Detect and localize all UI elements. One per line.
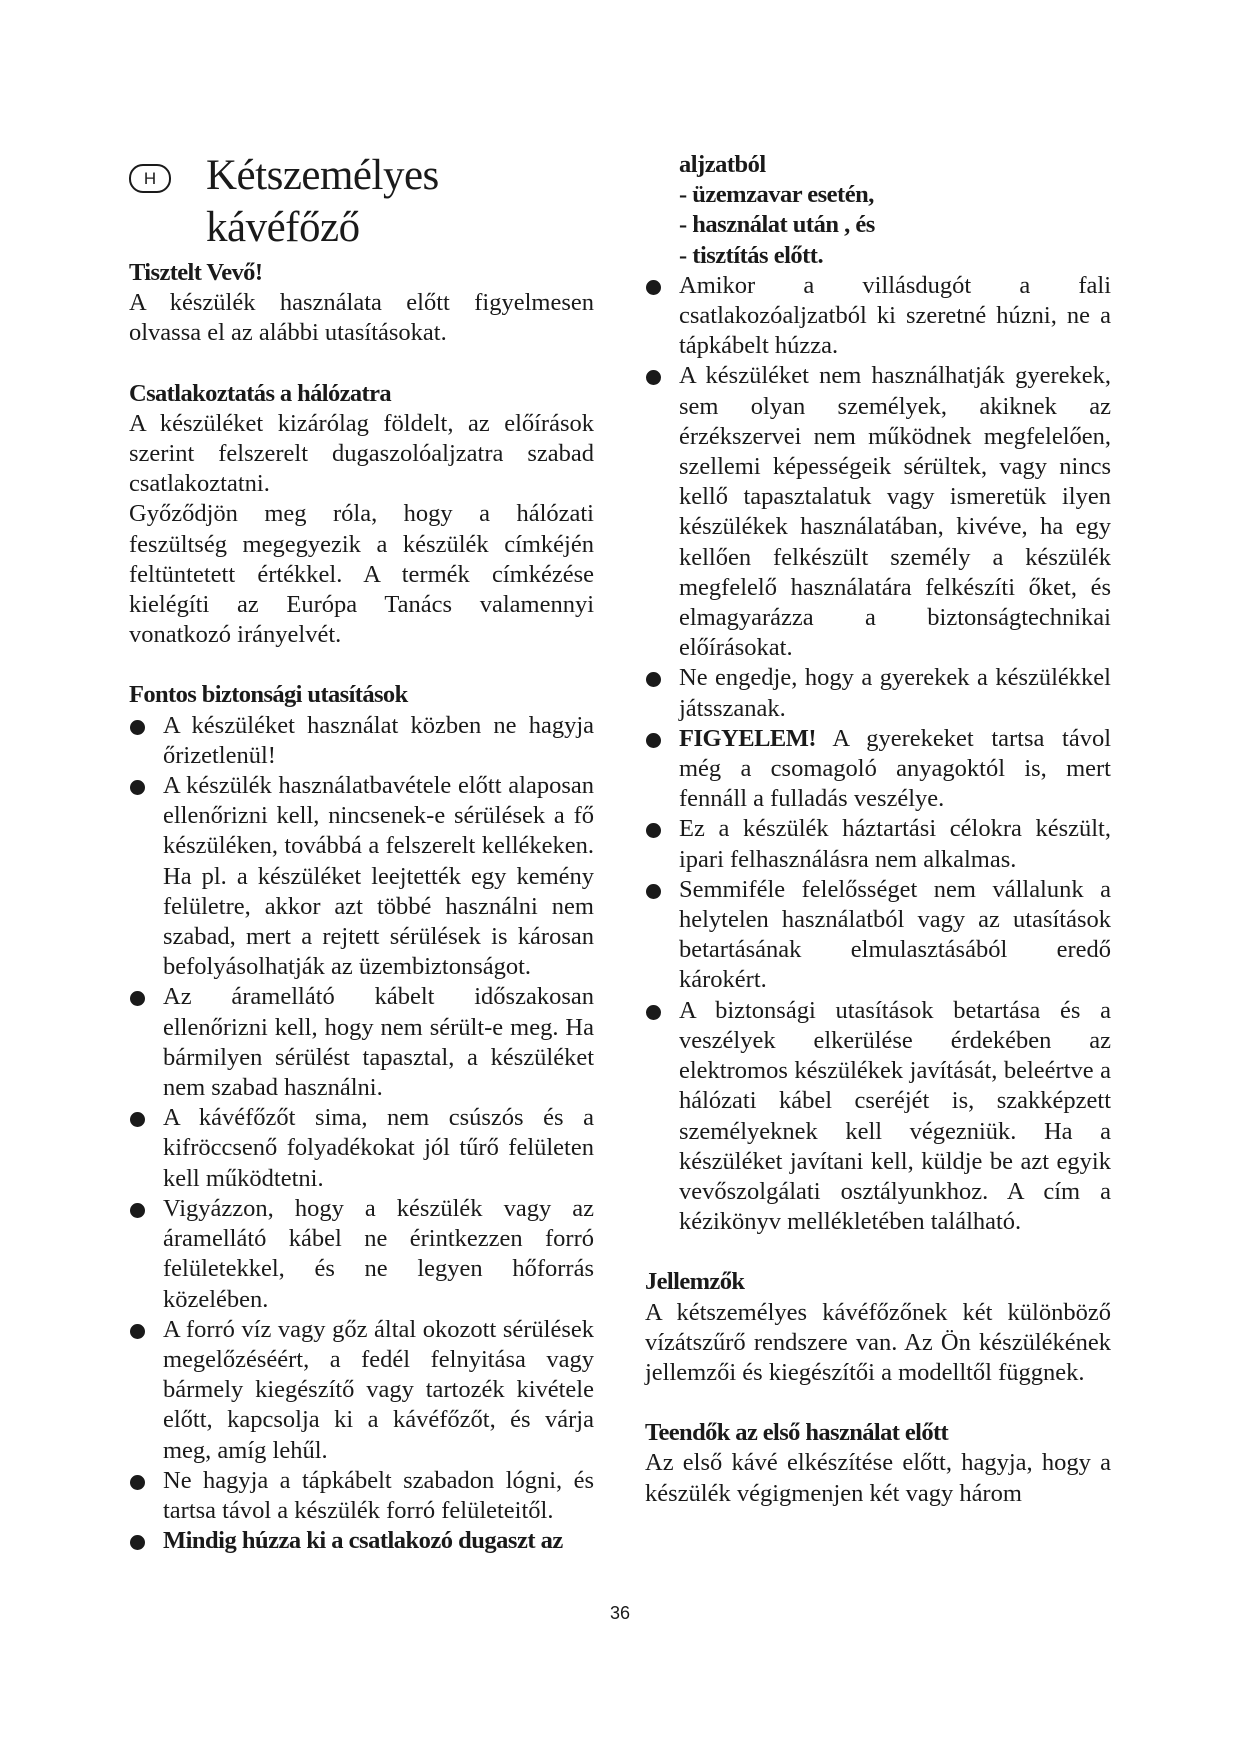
bullet-icon [130, 780, 145, 795]
list-item [129, 1526, 594, 1556]
list-item [129, 711, 594, 771]
bullet-icon [130, 1324, 145, 1339]
warning-label: FIGYELEM! [679, 724, 817, 752]
warning-text: A gyerekeket tartsa távol még a csomagoló anyagoktól is, mert fennáll a fulladás veszélye. [679, 724, 1111, 813]
bullet-icon [646, 733, 661, 748]
list-item-text: A készüléket nem használhatják gyerekek, sem olyan személyek, akiknek az érzékszervei nem működnek megfelelően, szellemi képességeik sérültek, vagy nincs kellő tapasztalatuk vagy ismeretük ilyen készülékek használatában, kivéve, ha egy kellően felkészült személy a készülék megfelelő használatára felkészíti őket, és elmagyarázza a biztonságtechnikai előírásokat. [679, 362, 1111, 662]
list-item-text: Ne hagyja a tápkábelt szabadon lógni, és tartsa távol a készülék forró felületeitől. [163, 1466, 594, 1524]
list-item [645, 361, 1111, 663]
list-item [645, 814, 1111, 874]
bullet-icon [646, 823, 661, 838]
greeting-heading: Tisztelt Vevő! [129, 259, 263, 286]
list-item-text: A biztonsági utasítások betartása és a veszélyek elkerülése érdekében az elektromos készülékek javítását, beleértve a hálózati kábel cseréjét is, szakképzett személyeknek kell végezniük. Ha a készüléket javítani kell, küldje be azt egyik vevőszolgálati osztályunkhoz. A cím a kézikönyv mellékletében található. [679, 996, 1111, 1236]
list-item [645, 271, 1111, 362]
connect-text-1: A készüléket kizárólag földelt, az előírások szerint felszerelt dugaszolóaljzatra szabad csatlakoztatni. [129, 409, 594, 498]
list-item-text: Ez a készülék háztartási célokra készült, ipari felhasználásra nem alkalmas. [679, 815, 1111, 873]
safety-list-continued [645, 271, 1111, 1238]
list-item [129, 1194, 594, 1315]
list-item-text: Az áramellátó kábelt időszakosan ellenőrizni kell, hogy nem sérült-e meg. Ha bármilyen sérülést tapasztal, a készüléket nem szabad használni. [163, 983, 594, 1102]
page-number: 36 [609, 1603, 631, 1623]
bullet-icon [130, 1475, 145, 1490]
list-item-text: A készüléket használat közben ne hagyja őrizetlenül! [163, 711, 594, 769]
list-item [129, 771, 594, 982]
list-item-text: Amikor a villásdugót a fali csatlakozóaljzatból ki szeretné húzni, ne a tápkábelt húzza. [679, 271, 1111, 360]
bullet-icon [130, 1535, 145, 1550]
list-item-text: A forró víz vagy gőz által okozott sérülések megelőzéséért, a fedél felnyitása vagy bármely kiegészítő vagy tartozék kivétele előtt, kapcsolja ki a kávéfőzőt, és várja meg, amíg lehűl. [163, 1315, 594, 1464]
unplug-item-text: Mindig húzza ki a csatlakozó dugaszt az [163, 1527, 563, 1555]
spacer [129, 650, 594, 680]
list-item [129, 1315, 594, 1466]
bullet-icon [646, 280, 661, 295]
page-title: Kétszemélyes kávéfőző [206, 152, 439, 251]
spacer [645, 1388, 1111, 1418]
connect-text-2: Győződjön meg róla, hogy a hálózati feszültség megegyezik a készülék címkéjén feltüntetett értékkel. A termék címkézése kielégíti az Európa Tanács valamennyi vonatkozó irányelvét. [129, 500, 594, 649]
features-text: A kétszemélyes kávéfőzőnek két különböző vízátszűrő rendszere van. Az Ön készülékének jellemzői és kiegészítői a modelltől függnek. [645, 1298, 1111, 1386]
list-item-text: Ne engedje, hogy a gyerekek a készülékkel játsszanak. [679, 664, 1111, 722]
language-badge: H [129, 164, 171, 193]
bullet-icon [130, 720, 145, 735]
list-item [129, 1466, 594, 1526]
bullet-icon [646, 672, 661, 687]
list-item-text: A kávéfőzőt sima, nem csúszós és a kifröccsenő folyadékokat jól tűrő felületen kell működtetni. [163, 1104, 594, 1192]
safety-list [129, 711, 594, 1557]
list-item: - üzemzavar esetén, [679, 181, 874, 209]
list-item-text: A készülék használatbavétele előtt alaposan ellenőrizni kell, nincsenek-e sérülések a fő készüléken, továbbá a felszerelt kellékeken. Ha pl. a készüléket leejtették egy kemény felületre, akkor azt többé használni nem szabad, mert a rejtett sérülések is károsan befolyásolhatják az üzembiztonságot. [163, 772, 594, 981]
list-item [129, 1103, 594, 1194]
first-use-heading: Teendők az első használat előtt [645, 1419, 949, 1447]
right-column [645, 150, 1111, 1509]
features-heading: Jellemzők [645, 1268, 745, 1296]
safety-heading: Fontos biztonsági utasítások [129, 681, 408, 709]
bullet-icon [130, 1112, 145, 1127]
bullet-icon [646, 370, 661, 385]
unplug-cases-list [645, 180, 1111, 271]
bullet-icon [646, 884, 661, 899]
first-use-text: Az első kávé elkészítése előtt, hagyja, hogy a készülék végigmenjen két vagy három [645, 1449, 1111, 1507]
list-item: - tisztítás előtt. [679, 241, 824, 269]
spacer [129, 349, 594, 379]
spacer [645, 1237, 1111, 1267]
list-item [645, 875, 1111, 996]
list-item [645, 663, 1111, 723]
connect-heading: Csatlakoztatás a hálózatra [129, 379, 392, 407]
greeting-text: A készülék használata előtt figyelmesen olvassa el az alábbi utasításokat. [129, 289, 594, 347]
list-item [645, 996, 1111, 1238]
left-column [129, 150, 594, 1556]
bullet-icon [646, 1005, 661, 1020]
list-item: - használat után , és [679, 211, 875, 239]
bullet-icon [130, 1203, 145, 1218]
list-item-text: Semmiféle felelősséget nem vállalunk a helytelen használatból vagy az utasítások betartásának elmulasztásából eredő károkért. [679, 875, 1111, 994]
unplug-continued: aljzatból [679, 151, 766, 178]
list-item [129, 982, 594, 1103]
list-item-text: Vigyázzon, hogy a készülék vagy az áramellátó kábel ne érintkezzen forró felületekkel, és ne legyen hőforrás közelében. [163, 1194, 594, 1313]
bullet-icon [130, 991, 145, 1006]
title-row [129, 150, 594, 258]
list-item [645, 724, 1111, 815]
